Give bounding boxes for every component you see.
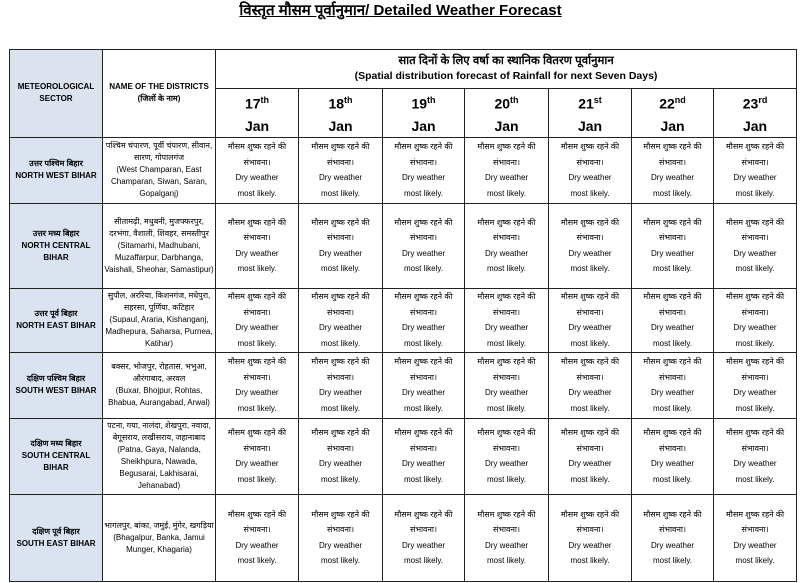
day-number: 22 <box>659 95 675 112</box>
forecast-cell <box>714 203 797 288</box>
title-english: Detailed Weather Forecast <box>369 2 562 19</box>
header-span-hindi: सात दिनों के लिए वर्षा का स्थानिक वितरण पूर्वानुमान <box>398 55 614 67</box>
districts-hindi: पश्चिम चंपारण, पूर्वी चंपारण, सीवान, सारण, गोपालगंज <box>105 141 213 163</box>
forecast-hindi-line2: संभावना। <box>576 307 604 317</box>
forecast-english-line1: Dry weather <box>568 459 612 469</box>
districts-english: (Patna, Gaya, Nalanda, Sheikhpura, Nawada, Begusarai, Lakhisarai, Jehanabad) <box>117 445 201 491</box>
forecast-hindi-line1: मौसम शुष्क रहने की <box>227 292 287 302</box>
forecast-hindi-line1: मौसम शुष्क रहने की <box>477 509 536 519</box>
sector-english: NORTH CENTRAL BIHAR <box>21 240 91 262</box>
day-suffix: nd <box>674 95 686 105</box>
forecast-english-line2: most likely. <box>321 403 360 413</box>
forecast-english-line2: most likely. <box>237 338 277 348</box>
forecast-english-line2: most likely. <box>237 556 277 566</box>
forecast-cell <box>714 288 797 352</box>
forecast-english-line1: Dry weather <box>318 459 363 469</box>
forecast-hindi-line2: संभावना। <box>243 443 271 453</box>
forecast-english-line1: Dry weather <box>401 388 446 398</box>
forecast-english-line1: Dry weather <box>484 173 529 183</box>
forecast-hindi-line1: मौसम शुष्क रहने की <box>394 292 453 302</box>
forecast-english-line1: Dry weather <box>484 323 529 333</box>
day-suffix: th <box>344 95 353 105</box>
forecast-hindi-line1: मौसम शुष्क रहने की <box>227 217 287 227</box>
forecast-english-line2: most likely. <box>735 188 775 198</box>
title-hindi: विस्तृत मौसम पूर्वानुमान/ <box>239 2 370 19</box>
forecast-english-line2: most likely. <box>735 264 775 274</box>
forecast-english-line1: Dry weather <box>650 388 695 398</box>
day-suffix: th <box>260 95 270 105</box>
forecast-hindi-line2: संभावना। <box>243 372 271 382</box>
forecast-hindi-line2: संभावना। <box>492 307 521 317</box>
page-title <box>0 2 801 20</box>
forecast-english-line1: Dry weather <box>318 540 363 550</box>
forecast-english-line1: Dry weather <box>235 459 279 469</box>
forecast-hindi-line2: संभावना। <box>658 443 687 453</box>
forecast-cell <box>714 352 797 418</box>
sector-hindi: दक्षिण पश्चिम बिहार <box>26 374 86 384</box>
forecast-english-line1: Dry weather <box>401 248 446 258</box>
forecast-hindi-line2: संभावना। <box>576 233 604 243</box>
forecast-hindi-line2: संभावना। <box>409 443 438 453</box>
districts-hindi: भागलपुर, बांका, जमुई, मुंगेर, खगड़िया <box>104 520 214 530</box>
forecast-cell <box>216 203 299 288</box>
table-row <box>10 288 797 352</box>
forecast-cell <box>383 418 465 494</box>
forecast-cell <box>216 352 299 418</box>
sector-english: NORTH EAST BIHAR <box>16 321 96 331</box>
forecast-english-line2: most likely. <box>487 338 526 348</box>
sector-english: SOUTH EAST BIHAR <box>16 538 96 548</box>
sector-cell <box>10 288 103 352</box>
day-number: 18 <box>328 95 345 112</box>
forecast-english-line1: Dry weather <box>650 540 695 550</box>
header-span-english: (Spatial distribution forecast of Rainfall for next Seven Days) <box>354 70 658 82</box>
forecast-english-line1: Dry weather <box>235 388 279 398</box>
forecast-cell <box>383 137 465 203</box>
month-header: Jan <box>465 115 549 138</box>
forecast-english-line2: most likely. <box>237 474 277 484</box>
forecast-hindi-line2: संभावना। <box>492 157 521 167</box>
day-header <box>714 89 797 115</box>
forecast-hindi-line2: संभावना। <box>576 443 604 453</box>
sector-hindi: दक्षिण पूर्व बिहार <box>32 526 80 536</box>
forecast-hindi-line1: मौसम शुष्क रहने की <box>643 292 702 302</box>
forecast-english-line2: most likely. <box>653 188 692 198</box>
forecast-english-line2: most likely. <box>653 474 692 484</box>
sector-cell <box>10 203 103 288</box>
forecast-cell <box>216 288 299 352</box>
forecast-cell <box>549 494 632 581</box>
forecast-cell <box>299 494 383 581</box>
forecast-cell <box>632 494 714 581</box>
forecast-english-line2: most likely. <box>321 556 360 566</box>
forecast-english-line1: Dry weather <box>318 248 363 258</box>
forecast-hindi-line2: संभावना। <box>243 233 271 243</box>
month-header: Jan <box>549 115 632 138</box>
forecast-cell <box>465 494 549 581</box>
forecast-hindi-line2: संभावना। <box>492 525 521 535</box>
forecast-english-line2: most likely. <box>570 338 610 348</box>
forecast-hindi-line1: मौसम शुष्क रहने की <box>394 217 453 227</box>
forecast-hindi-line1: मौसम शुष्क रहने की <box>227 509 287 519</box>
districts-english: (Sitamarhi, Madhubani, Muzaffarpur, Darbhanga, Vaishali, Sheohar, Samastipur) <box>104 240 214 274</box>
forecast-hindi-line2: संभावना। <box>741 307 769 317</box>
forecast-cell <box>549 203 632 288</box>
forecast-hindi-line1: मौसम शुष्क रहने की <box>477 217 536 227</box>
forecast-hindi-line1: मौसम शुष्क रहने की <box>227 357 287 367</box>
day-number: 19 <box>411 95 428 112</box>
forecast-english-line1: Dry weather <box>401 173 446 183</box>
forecast-hindi-line2: संभावना। <box>326 443 355 453</box>
forecast-cell <box>549 288 632 352</box>
forecast-hindi-line1: मौसम शुष्क रहने की <box>394 509 453 519</box>
forecast-hindi-line2: संभावना। <box>409 525 438 535</box>
forecast-table <box>9 49 797 582</box>
forecast-english-line1: Dry weather <box>235 323 279 333</box>
sector-english: SOUTH WEST BIHAR <box>15 386 97 396</box>
forecast-english-line2: most likely. <box>570 403 610 413</box>
forecast-hindi-line1: मौसम शुष्क रहने की <box>311 217 370 227</box>
forecast-hindi-line1: मौसम शुष्क रहने की <box>311 428 370 438</box>
day-suffix: th <box>510 95 519 105</box>
month-header: Jan <box>632 115 714 138</box>
forecast-english-line2: most likely. <box>570 474 610 484</box>
forecast-hindi-line2: संभावना। <box>326 372 355 382</box>
forecast-hindi-line2: संभावना। <box>576 372 604 382</box>
table-row <box>10 494 797 581</box>
forecast-hindi-line1: मौसम शुष्क रहने की <box>311 142 370 152</box>
forecast-english-line2: most likely. <box>653 338 692 348</box>
forecast-hindi-line1: मौसम शुष्क रहने की <box>394 428 453 438</box>
forecast-hindi-line1: मौसम शुष्क रहने की <box>560 509 620 519</box>
forecast-hindi-line1: मौसम शुष्क रहने की <box>560 428 620 438</box>
forecast-cell <box>714 137 797 203</box>
forecast-cell <box>632 288 714 352</box>
header-districts <box>103 50 216 138</box>
forecast-hindi-line1: मौसम शुष्क रहने की <box>725 428 785 438</box>
day-suffix: th <box>427 95 436 105</box>
forecast-cell <box>632 352 714 418</box>
forecast-english-line1: Dry weather <box>484 388 529 398</box>
forecast-hindi-line2: संभावना। <box>658 233 687 243</box>
forecast-hindi-line2: संभावना। <box>326 233 355 243</box>
districts-cell <box>103 494 216 581</box>
forecast-cell <box>465 418 549 494</box>
forecast-hindi-line1: मौसम शुष्क रहने की <box>560 142 620 152</box>
forecast-hindi-line2: संभावना। <box>243 525 271 535</box>
forecast-hindi-line1: मौसम शुष्क रहने की <box>477 428 536 438</box>
districts-hindi: बक्सर, भोजपुर, रोहतास, भभुआ, औरंगाबाद, अरवल <box>111 362 207 384</box>
forecast-hindi-line1: मौसम शुष्क रहने की <box>227 428 287 438</box>
forecast-english-line2: most likely. <box>404 188 443 198</box>
forecast-hindi-line1: मौसम शुष्क रहने की <box>560 217 620 227</box>
forecast-hindi-line2: संभावना। <box>741 372 769 382</box>
forecast-english-line2: most likely. <box>735 474 775 484</box>
table-row <box>10 418 797 494</box>
forecast-hindi-line2: संभावना। <box>658 157 687 167</box>
forecast-hindi-line2: संभावना। <box>243 157 271 167</box>
forecast-cell <box>632 137 714 203</box>
day-header <box>383 89 465 115</box>
forecast-hindi-line1: मौसम शुष्क रहने की <box>725 142 785 152</box>
forecast-cell <box>632 418 714 494</box>
districts-cell <box>103 137 216 203</box>
forecast-english-line2: most likely. <box>487 556 526 566</box>
forecast-english-line2: most likely. <box>570 556 610 566</box>
forecast-cell <box>714 418 797 494</box>
forecast-hindi-line2: संभावना। <box>658 372 687 382</box>
header-forecast-span <box>216 50 797 89</box>
day-suffix: rd <box>758 95 768 105</box>
forecast-hindi-line2: संभावना। <box>409 157 438 167</box>
forecast-hindi-line1: मौसम शुष्क रहने की <box>643 509 702 519</box>
day-header <box>465 89 549 115</box>
forecast-hindi-line2: संभावना। <box>409 307 438 317</box>
forecast-english-line2: most likely. <box>653 403 692 413</box>
forecast-english-line2: most likely. <box>404 338 443 348</box>
forecast-hindi-line2: संभावना। <box>326 157 355 167</box>
forecast-english-line1: Dry weather <box>568 173 612 183</box>
forecast-english-line2: most likely. <box>321 188 360 198</box>
forecast-cell <box>299 203 383 288</box>
month-header: Jan <box>299 115 383 138</box>
districts-cell <box>103 418 216 494</box>
forecast-english-line2: most likely. <box>321 474 360 484</box>
forecast-english-line2: most likely. <box>570 264 610 274</box>
forecast-english-line1: Dry weather <box>235 540 279 550</box>
forecast-hindi-line1: मौसम शुष्क रहने की <box>477 357 536 367</box>
header-districts-en: NAME OF THE DISTRICTS <box>109 82 209 92</box>
forecast-english-line1: Dry weather <box>568 248 612 258</box>
forecast-hindi-line1: मौसम शुष्क रहने की <box>394 142 453 152</box>
forecast-english-line1: Dry weather <box>401 323 446 333</box>
forecast-hindi-line1: मौसम शुष्क रहने की <box>643 217 702 227</box>
forecast-hindi-line2: संभावना। <box>741 525 769 535</box>
forecast-cell <box>299 137 383 203</box>
forecast-english-line1: Dry weather <box>733 388 777 398</box>
districts-cell <box>103 352 216 418</box>
forecast-cell <box>549 352 632 418</box>
month-header: Jan <box>383 115 465 138</box>
forecast-hindi-line1: मौसम शुष्क रहने की <box>560 292 620 302</box>
header-districts-hi: (जिलों के नाम) <box>137 94 181 104</box>
forecast-english-line2: most likely. <box>487 403 526 413</box>
districts-english: (Supaul, Araria, Kishanganj, Madhepura, Saharsa, Purnea, Katihar) <box>105 315 213 349</box>
forecast-hindi-line1: मौसम शुष्क रहने की <box>477 292 536 302</box>
day-header <box>216 89 299 115</box>
day-header <box>632 89 714 115</box>
districts-hindi: सुपौल, अररिया, किशनगंज, मधेपुरा, सहरसा, पूर्णिया, कटिहार <box>107 291 211 313</box>
day-number: 17 <box>244 95 261 112</box>
forecast-english-line2: most likely. <box>237 264 277 274</box>
forecast-cell <box>465 288 549 352</box>
forecast-english-line2: most likely. <box>487 264 526 274</box>
forecast-english-line1: Dry weather <box>650 173 695 183</box>
forecast-hindi-line2: संभावना। <box>576 157 604 167</box>
forecast-hindi-line1: मौसम शुष्क रहने की <box>311 357 370 367</box>
forecast-hindi-line2: संभावना। <box>741 157 769 167</box>
forecast-english-line1: Dry weather <box>484 540 529 550</box>
districts-cell <box>103 288 216 352</box>
table-row <box>10 203 797 288</box>
forecast-cell <box>216 418 299 494</box>
day-number: 23 <box>742 95 759 112</box>
forecast-cell <box>299 288 383 352</box>
forecast-cell <box>714 494 797 581</box>
forecast-hindi-line1: मौसम शुष्क रहने की <box>394 357 453 367</box>
forecast-cell <box>216 494 299 581</box>
forecast-english-line1: Dry weather <box>568 388 612 398</box>
sector-hindi: दक्षिण मध्य बिहार <box>30 439 82 449</box>
forecast-english-line1: Dry weather <box>318 323 363 333</box>
forecast-english-line1: Dry weather <box>650 248 695 258</box>
forecast-hindi-line2: संभावना। <box>658 307 687 317</box>
forecast-english-line2: most likely. <box>404 264 443 274</box>
forecast-english-line2: most likely. <box>735 403 775 413</box>
districts-english: (West Champaran, East Champaran, Siwan, Saran, Gopalganj) <box>110 165 208 199</box>
forecast-hindi-line1: मौसम शुष्क रहने की <box>643 142 702 152</box>
sector-hindi: उत्तर मध्य बिहार <box>32 228 80 238</box>
forecast-hindi-line1: मौसम शुष्क रहने की <box>725 509 785 519</box>
forecast-english-line1: Dry weather <box>650 459 695 469</box>
forecast-english-line2: most likely. <box>321 264 360 274</box>
forecast-hindi-line1: मौसम शुष्क रहने की <box>477 142 536 152</box>
forecast-cell <box>465 203 549 288</box>
forecast-english-line2: most likely. <box>735 338 775 348</box>
forecast-english-line1: Dry weather <box>401 459 446 469</box>
forecast-english-line1: Dry weather <box>484 248 529 258</box>
districts-cell <box>103 203 216 288</box>
forecast-hindi-line1: मौसम शुष्क रहने की <box>311 509 370 519</box>
forecast-english-line1: Dry weather <box>484 459 529 469</box>
forecast-english-line1: Dry weather <box>401 540 446 550</box>
forecast-hindi-line1: मौसम शुष्क रहने की <box>725 357 785 367</box>
forecast-english-line1: Dry weather <box>568 540 612 550</box>
forecast-english-line1: Dry weather <box>733 459 777 469</box>
forecast-english-line1: Dry weather <box>733 540 777 550</box>
sector-cell <box>10 352 103 418</box>
forecast-cell <box>465 137 549 203</box>
sector-hindi: उत्तर पश्चिम बिहार <box>29 159 83 169</box>
districts-english: (Buxar, Bhojpur, Rohtas, Bhabua, Aurangabad, Arwal) <box>108 386 210 408</box>
forecast-english-line1: Dry weather <box>650 323 695 333</box>
month-header: Jan <box>714 115 797 138</box>
forecast-english-line1: Dry weather <box>235 248 279 258</box>
month-header: Jan <box>216 115 299 138</box>
table-row <box>10 137 797 203</box>
sector-english: SOUTH CENTRAL BIHAR <box>21 451 91 473</box>
forecast-cell <box>383 288 465 352</box>
forecast-hindi-line1: मौसम शुष्क रहने की <box>560 357 620 367</box>
forecast-cell <box>299 418 383 494</box>
forecast-cell <box>465 352 549 418</box>
forecast-english-line1: Dry weather <box>733 323 777 333</box>
forecast-cell <box>383 203 465 288</box>
sector-cell <box>10 494 103 581</box>
forecast-hindi-line1: मौसम शुष्क रहने की <box>725 292 785 302</box>
forecast-cell <box>383 352 465 418</box>
forecast-english-line1: Dry weather <box>235 173 279 183</box>
forecast-hindi-line2: संभावना। <box>492 443 521 453</box>
forecast-cell <box>632 203 714 288</box>
forecast-hindi-line2: संभावना। <box>741 443 769 453</box>
forecast-english-line1: Dry weather <box>318 388 363 398</box>
forecast-english-line2: most likely. <box>487 474 526 484</box>
forecast-hindi-line2: संभावना। <box>409 233 438 243</box>
forecast-english-line1: Dry weather <box>733 173 777 183</box>
day-header <box>549 89 632 115</box>
forecast-hindi-line2: संभावना। <box>326 525 355 535</box>
forecast-english-line2: most likely. <box>570 188 610 198</box>
forecast-hindi-line1: मौसम शुष्क रहने की <box>725 217 785 227</box>
sector-cell <box>10 137 103 203</box>
day-suffix: st <box>593 95 602 105</box>
forecast-hindi-line1: मौसम शुष्क रहने की <box>311 292 370 302</box>
header-sector: METEOROLOGICAL SECTOR <box>10 50 103 138</box>
forecast-english-line1: Dry weather <box>318 173 363 183</box>
forecast-english-line2: most likely. <box>653 264 692 274</box>
forecast-hindi-line2: संभावना। <box>243 307 271 317</box>
day-number: 20 <box>494 95 511 112</box>
forecast-hindi-line2: संभावना। <box>326 307 355 317</box>
forecast-hindi-line2: संभावना। <box>741 233 769 243</box>
forecast-english-line2: most likely. <box>735 556 775 566</box>
sector-english: NORTH WEST BIHAR <box>15 171 97 181</box>
forecast-english-line2: most likely. <box>321 338 360 348</box>
forecast-hindi-line1: मौसम शुष्क रहने की <box>643 357 702 367</box>
sector-hindi: उत्तर पूर्व बिहार <box>34 309 78 319</box>
forecast-english-line1: Dry weather <box>733 248 777 258</box>
districts-hindi: पटना, गया, नालंदा, शेखपुरा, नवादा, बेगूसराय, लखीसराय, जहानाबाद <box>107 421 211 443</box>
forecast-english-line1: Dry weather <box>568 323 612 333</box>
forecast-english-line2: most likely. <box>404 474 443 484</box>
forecast-cell <box>383 494 465 581</box>
forecast-cell <box>549 418 632 494</box>
forecast-hindi-line2: संभावना। <box>658 525 687 535</box>
districts-hindi: सीतामढ़ी, मधुबनी, मुजफ्फरपुर, दरभंगा, वैशाली, शिवहर, समस्तीपुर <box>109 216 209 238</box>
forecast-hindi-line1: मौसम शुष्क रहने की <box>227 142 287 152</box>
forecast-hindi-line2: संभावना। <box>576 525 604 535</box>
table-row <box>10 352 797 418</box>
forecast-hindi-line2: संभावना। <box>492 372 521 382</box>
sector-cell <box>10 418 103 494</box>
day-number: 21 <box>578 95 594 112</box>
forecast-english-line2: most likely. <box>404 556 443 566</box>
forecast-hindi-line2: संभावना। <box>409 372 438 382</box>
forecast-cell <box>549 137 632 203</box>
forecast-english-line2: most likely. <box>487 188 526 198</box>
forecast-hindi-line2: संभावना। <box>492 233 521 243</box>
forecast-cell <box>299 352 383 418</box>
districts-english: (Bhagalpur, Banka, Jamui Munger, Khagaria) <box>113 532 205 554</box>
forecast-english-line2: most likely. <box>653 556 692 566</box>
forecast-english-line2: most likely. <box>237 403 277 413</box>
forecast-english-line2: most likely. <box>404 403 443 413</box>
forecast-english-line2: most likely. <box>237 188 277 198</box>
day-header <box>299 89 383 115</box>
forecast-hindi-line1: मौसम शुष्क रहने की <box>643 428 702 438</box>
forecast-cell <box>216 137 299 203</box>
